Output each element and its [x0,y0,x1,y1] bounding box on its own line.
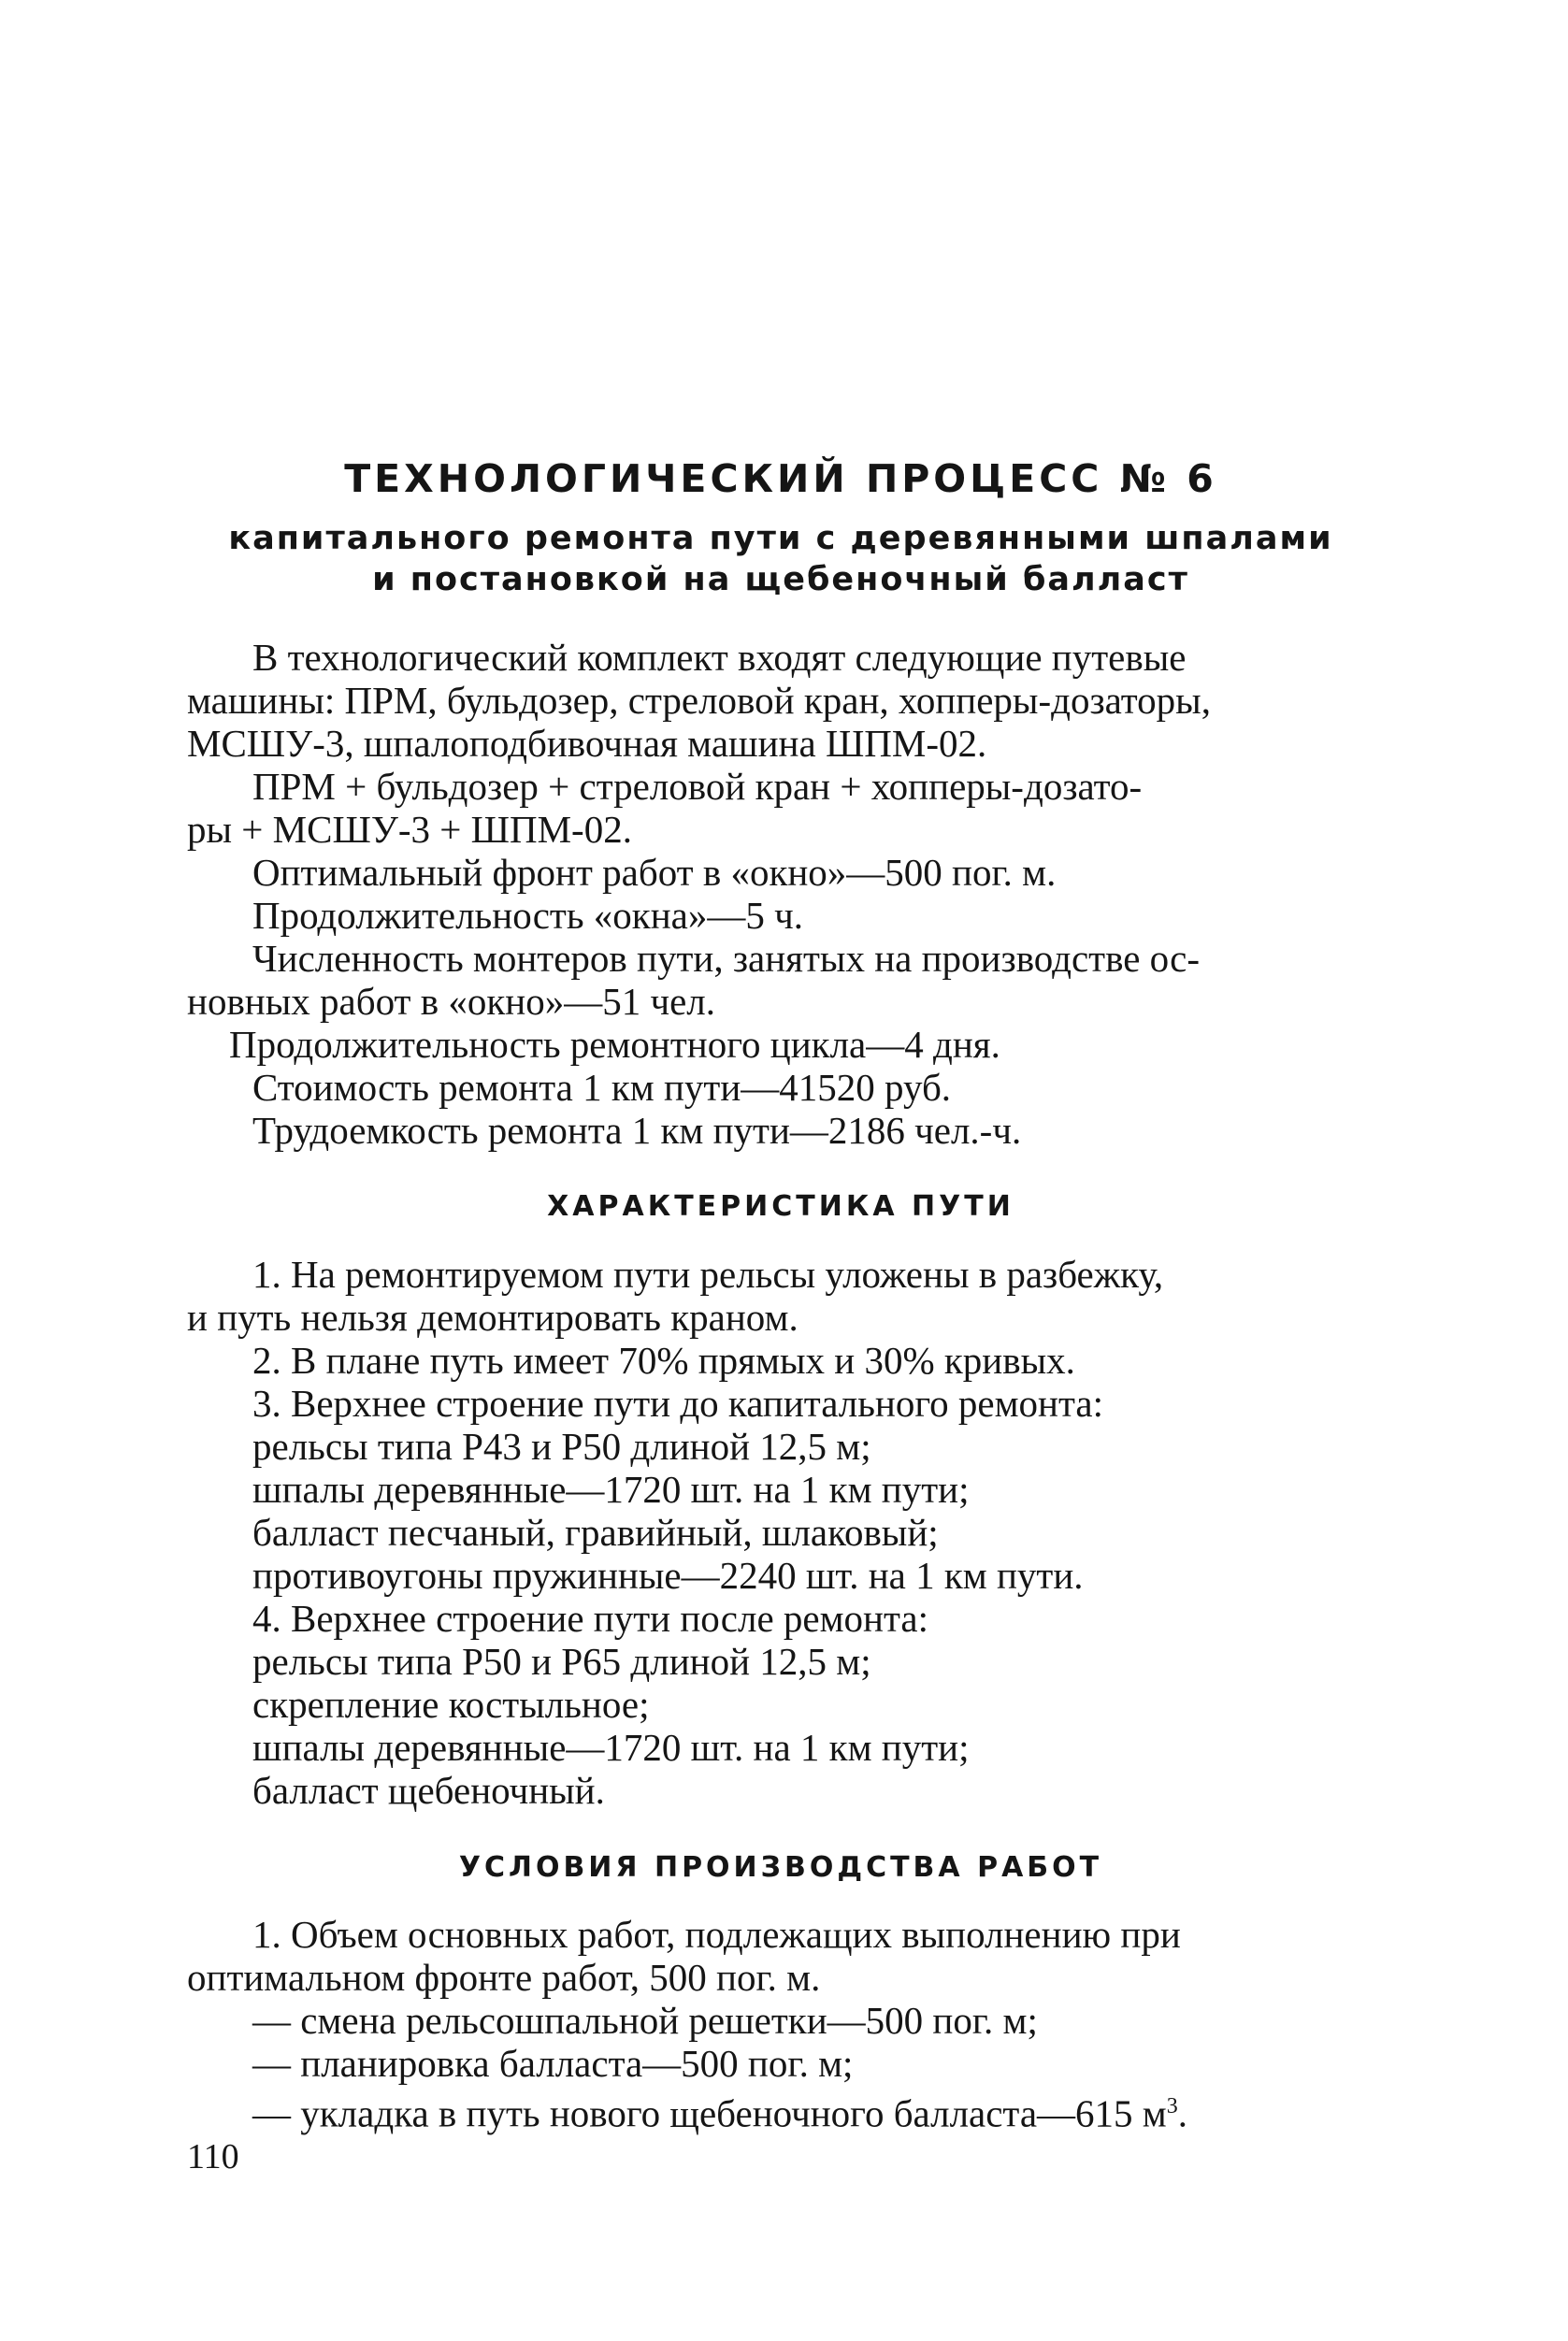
track-line-13: балласт щебеночный. [252,1769,605,1812]
track-line-3: 2. В плане путь имеет 70% прямых и 30% кривых. [252,1339,1075,1382]
track-line-7: балласт песчаный, гравийный, шлаковый; [252,1511,939,1554]
intro-line-1: В технологический комплект входят следующие путевые [252,636,1187,679]
conditions-line-5 [252,2085,1187,2135]
track-line-10: рельсы типа Р50 и Р65 длиной 12,5 м; [252,1640,871,1683]
track-line-9: 4. Верхнее строение пути после ремонта: [252,1597,928,1640]
intro-line-6: Оптимальный фронт работ в «окно»—500 пог. м. [252,851,1057,894]
page-number: 110 [187,2137,239,2176]
intro-line-3: МСШУ-3, шпалоподбивочная машина ШПМ-02. [187,722,987,765]
intro-line-10: Продолжительность ремонтного цикла—4 дня. [229,1023,1000,1066]
intro-line-11: Стоимость ремонта 1 км пути—41520 руб. [252,1066,952,1109]
conditions-line-1: 1. Объем основных работ, подлежащих выполнению при [252,1913,1181,1956]
cubic-superscript: 3 [1166,2094,1178,2118]
intro-line-7: Продолжительность «окна»—5 ч. [252,894,803,937]
section-heading-track: ХАРАКТЕРИСТИКА ПУТИ [547,1190,1014,1223]
conditions-line-5-end: . [1177,2091,1187,2135]
track-line-1: 1. На ремонтируемом пути рельсы уложены в разбежку, [252,1253,1164,1296]
document-title: ТЕХНОЛОГИЧЕСКИЙ ПРОЦЕСС № 6 [344,456,1217,501]
conditions-line-2: оптимальном фронте работ, 500 пог. м. [187,1956,821,1999]
document-subtitle-line-2: и постановкой на щебеночный балласт [372,561,1189,598]
conditions-line-4: — планировка балласта—500 пог. м; [252,2042,854,2085]
intro-line-2: машины: ПРМ, бульдозер, стреловой кран, хопперы-дозаторы, [187,679,1211,722]
track-line-4: 3. Верхнее строение пути до капитального ремонта: [252,1382,1103,1425]
section-heading-conditions: УСЛОВИЯ ПРОИЗВОДСТВА РАБОТ [458,1851,1103,1884]
track-line-11: скрепление костыльное; [252,1683,650,1726]
conditions-line-3: — смена рельсошпальной решетки—500 пог. м; [252,1999,1038,2042]
conditions-line-5-text: — укладка в путь нового щебеночного балласта—615 м [252,2091,1167,2135]
intro-line-8: Численность монтеров пути, занятых на производстве ос- [252,937,1201,980]
intro-line-4: ПРМ + бульдозер + стреловой кран + хопперы-дозато- [252,765,1143,808]
intro-line-9: новных работ в «окно»—51 чел. [187,980,715,1023]
intro-line-12: Трудоемкость ремонта 1 км пути—2186 чел.-ч. [252,1109,1022,1152]
track-line-8: противоугоны пружинные—2240 шт. на 1 км пути. [252,1554,1084,1597]
document-subtitle-line-1: капитального ремонта пути с деревянными шпалами [228,520,1333,557]
track-line-5: рельсы типа Р43 и Р50 длиной 12,5 м; [252,1425,871,1468]
track-line-2: и путь нельзя демонтировать краном. [187,1296,798,1339]
track-line-12: шпалы деревянные—1720 шт. на 1 км пути; [252,1726,970,1769]
intro-line-5: ры + МСШУ-3 + ШПМ-02. [187,808,632,851]
track-line-6: шпалы деревянные—1720 шт. на 1 км пути; [252,1468,970,1511]
